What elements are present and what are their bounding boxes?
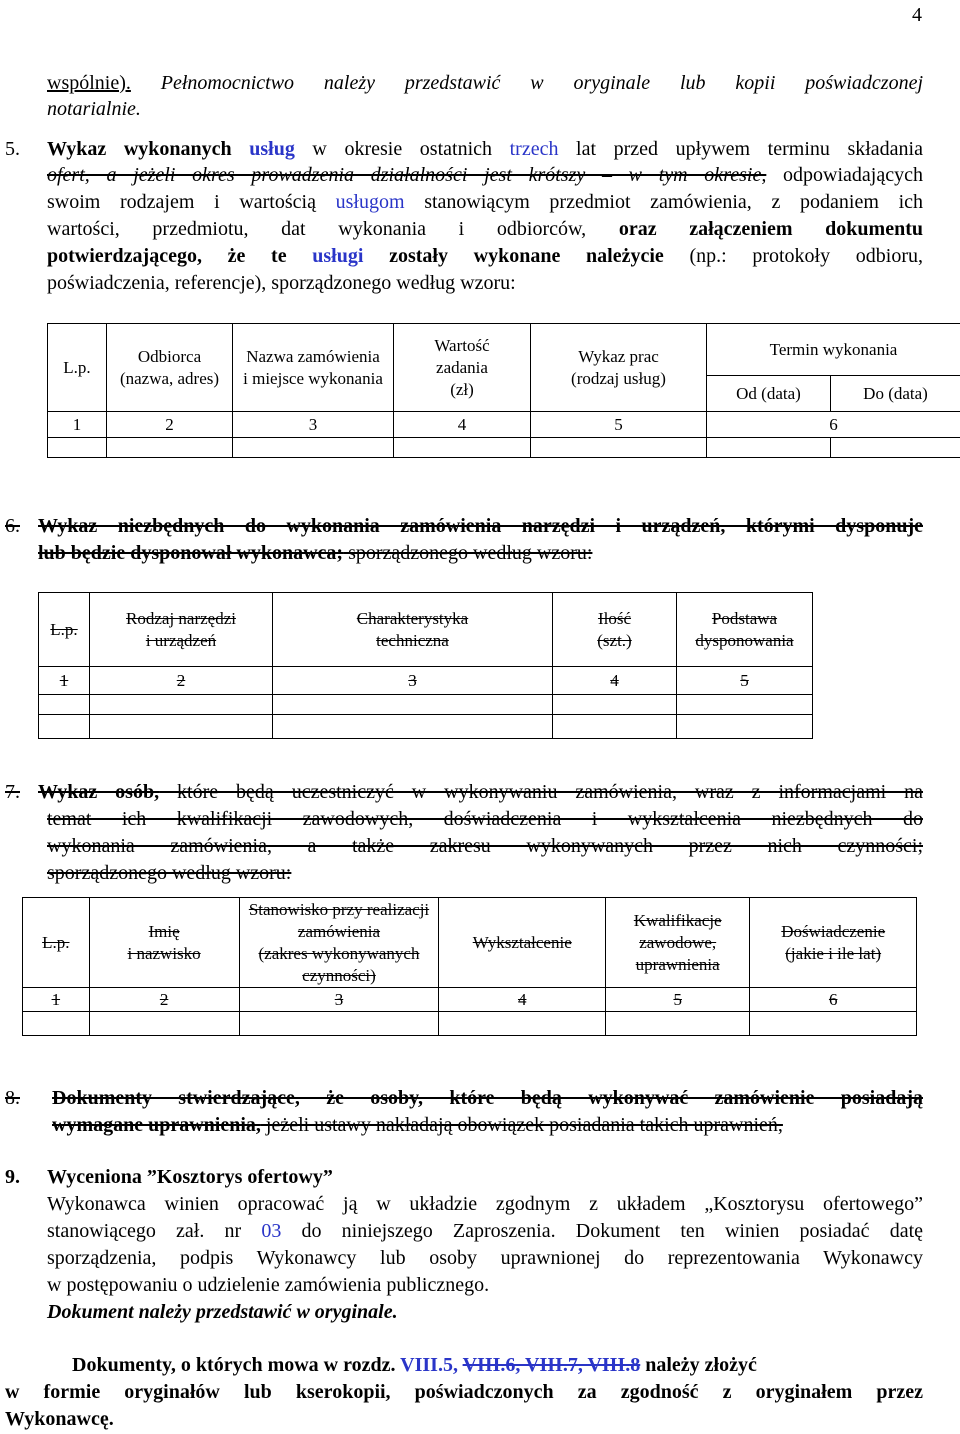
t6-num-2: 2 (90, 667, 273, 695)
t6-empty-cell (677, 695, 813, 715)
t7-empty-cell (606, 1012, 750, 1036)
section-6-line-2 (38, 540, 592, 567)
section-9-line-3: sporządzenia, podpis Wykonawcy lub osoby uprawnionej do reprezentowania Wykonawcy (47, 1247, 923, 1269)
t6-num-4: 4 (553, 667, 677, 695)
t6-empty-cell (39, 715, 90, 739)
t6-empty-cell (273, 695, 553, 715)
section-5-line-5 (47, 243, 923, 270)
section-5-line-4 (47, 216, 923, 243)
section-5-line-6: poświadczenia, referencje), sporządzonego według wzoru: (47, 272, 516, 294)
t7-num-4: 4 (439, 988, 606, 1012)
section-7-number: 7. (5, 781, 20, 803)
final-line-1 (72, 1352, 757, 1379)
t5-empty-cell (48, 438, 107, 458)
t5-empty-cell (831, 438, 960, 458)
final-l1a: Dokumenty, o których mowa w rozdz. (72, 1354, 401, 1376)
s9-l2-blue: 03 (261, 1220, 282, 1242)
s5-rest: odpowiadających (766, 164, 923, 186)
t6-header-ilosc: Ilość (szt.) (553, 593, 677, 667)
s5-bold-a: Wykaz wykonanych (47, 138, 250, 160)
t7-header-stanowisko: Stanowisko przy realizacji zamówienia (zakres wykonywanych czynności) (239, 898, 439, 988)
section-9-title: Wyceniona ”Kosztorys ofertowy” (47, 1166, 333, 1188)
section-7-line-2: temat ich kwalifikacji zawodowych, doświadczenia i wykształcenia niezbędnych do (47, 808, 923, 830)
s9-l2b: do niniejszego Zaproszenia. Dokument ten winien posiadać datę (281, 1220, 923, 1242)
t7-empty-cell (750, 1012, 917, 1036)
t7-empty-cell (239, 1012, 439, 1036)
s6-rest: sporządzonego według wzoru: (343, 542, 593, 564)
final-line-2: w formie oryginałów lub kserokopii, poświadczonych za zgodność z oryginałem przez (5, 1381, 923, 1403)
t5-header-do: Do (data) (831, 376, 960, 412)
t5-empty-cell (707, 438, 831, 458)
section-9-line-2 (47, 1218, 923, 1245)
t5-empty-cell (394, 438, 531, 458)
s5-struck-text: ofert, a jeżeli okres prowadzenia działalności jest krótszy – w tym okresie, (47, 164, 767, 186)
s7-rest: które będą uczestniczyć w wykonywaniu zamówienia, wraz z informacjami na (159, 781, 923, 803)
table-7 (22, 897, 917, 1036)
section-7-line-3: wykonania zamówienia, a także zakresu wykonywanych przez nich czynności; (47, 835, 923, 857)
section-5-line-3 (47, 189, 923, 216)
section-9-line-4: w postępowaniu o udzielenie zamówienia publicznego. (47, 1274, 490, 1296)
t5-num-4: 4 (394, 412, 531, 438)
s5-l5b: zostały wykonane należycie (363, 245, 664, 267)
t5-header-nazwa: Nazwa zamówienia i miejsce wykonania (233, 324, 394, 412)
t7-num-3: 3 (239, 988, 439, 1012)
section-8-number: 8. (5, 1087, 20, 1109)
t6-header-podstawa: Podstawa dysponowania (677, 593, 813, 667)
section-5-line-1 (47, 136, 923, 163)
t5-empty-cell (233, 438, 394, 458)
s5-l3b: stanowiącym przedmiot zamówienia, z podaniem ich (404, 191, 923, 213)
t5-num-5: 5 (531, 412, 707, 438)
intro-line-2: notarialnie. (47, 98, 141, 120)
t7-header-lp: L.p. (23, 898, 90, 988)
s6-bold: lub będzie dysponował wykonawca; (38, 542, 344, 564)
t7-empty-cell (439, 1012, 606, 1036)
section-6-line-1: Wykaz niezbędnych do wykonania zamówienia narzędzi i urządzeń, którymi dysponuje (38, 515, 923, 537)
final-l1b: należy złożyć (640, 1354, 757, 1376)
t7-num-5: 5 (606, 988, 750, 1012)
s5-blue-years: trzech (509, 138, 559, 160)
t5-header-lp: L.p. (48, 324, 107, 412)
table-6 (38, 592, 813, 739)
section-9-line-1: Wykonawca winien opracować ją w układzie zgodnym z układem „Kosztorysu ofertowego” (47, 1193, 923, 1215)
s5-l4b: oraz załączeniem dokumentu (618, 218, 923, 240)
section-7-line-1 (38, 779, 923, 806)
t7-header-kwalifikacje: Kwalifikacje zawodowe, uprawnienia (606, 898, 750, 988)
s5-l4a: wartości, przedmiotu, dat wykonania i odbiorców, (47, 218, 619, 240)
t6-header-rodzaj: Rodzaj narzędzi i urządzeń (90, 593, 273, 667)
t6-num-5: 5 (677, 667, 813, 695)
t6-empty-cell (677, 715, 813, 739)
s5-l5a: potwierdzającego, że te (47, 245, 313, 267)
s5-l3-blue: usługom (335, 191, 405, 213)
t7-header-wyksztalcenie: Wykształcenie (439, 898, 606, 988)
intro-line-1 (47, 70, 923, 97)
section-5-line-2 (47, 162, 923, 189)
t5-header-od: Od (data) (707, 376, 831, 412)
s5-l5c: (np.: protokoły odbioru, (663, 245, 923, 267)
t6-header-lp: L.p. (39, 593, 90, 667)
final-line-3: Wykonawcę. (5, 1408, 114, 1430)
s5-l3a: swoim rodzajem i wartością (47, 191, 336, 213)
t5-header-wartosc: Wartość zadania (zł) (394, 324, 531, 412)
section-6-number: 6. (5, 515, 20, 537)
t5-num-6: 6 (707, 412, 960, 438)
section-9-number: 9. (5, 1166, 20, 1188)
section-8-line-2 (52, 1112, 783, 1139)
s7-bold: Wykaz osób, (38, 781, 160, 803)
final-ref-struck: VIII.6, VIII.7, VIII.8 (462, 1354, 641, 1376)
section-8-line-1: Dokumenty stwierdzające, że osoby, które będą wykonywać zamówienie posiadają (52, 1087, 923, 1109)
t5-header-termin: Termin wykonania (707, 324, 960, 376)
t5-header-odbiorca: Odbiorca (nazwa, adres) (107, 324, 233, 412)
section-5-number: 5. (5, 138, 20, 160)
intro-text-a: wspólnie). (47, 72, 131, 94)
page-number: 4 (912, 4, 922, 26)
t6-empty-cell (553, 715, 677, 739)
t7-num-1: 1 (23, 988, 90, 1012)
t6-empty-cell (90, 695, 273, 715)
t6-empty-cell (553, 695, 677, 715)
t5-num-2: 2 (107, 412, 233, 438)
t5-empty-cell (107, 438, 233, 458)
s8-rest: jeżeli ustawy nakładają obowiązek posiadania takich uprawnień, (260, 1114, 783, 1136)
t7-header-imie: Imię i nazwisko (89, 898, 239, 988)
table-5 (47, 323, 960, 458)
t5-header-wykaz: Wykaz prac (rodzaj usług) (531, 324, 707, 412)
t7-header-doswiadczenie: Doświadczenie (jakie i ile lat) (750, 898, 917, 988)
t7-num-6: 6 (750, 988, 917, 1012)
s9-l2a: stanowiącego zał. nr (47, 1220, 262, 1242)
t7-empty-cell (23, 1012, 90, 1036)
t7-empty-cell (89, 1012, 239, 1036)
t5-num-3: 3 (233, 412, 394, 438)
s5-l5-blue: usługi (312, 245, 364, 267)
t7-num-2: 2 (89, 988, 239, 1012)
section-9-line-5: Dokument należy przedstawić w oryginale. (47, 1301, 398, 1323)
s8-bold: wymagane uprawnienia, (52, 1114, 261, 1136)
t6-num-1: 1 (39, 667, 90, 695)
intro-text-b: Pełnomocnictwo należy przedstawić w oryginale lub kopii poświadczonej (160, 72, 923, 94)
final-ref-1: VIII.5, (400, 1354, 458, 1376)
section-7-line-4: sporządzonego według wzoru: (47, 862, 292, 884)
t6-empty-cell (90, 715, 273, 739)
t6-empty-cell (39, 695, 90, 715)
t6-header-charakterystyka: Charakterystyka techniczna (273, 593, 553, 667)
s5-text: w okresie ostatnich (294, 138, 510, 160)
t5-num-1: 1 (48, 412, 107, 438)
t6-empty-cell (273, 715, 553, 739)
s5-text-end: lat przed upływem terminu składania (558, 138, 923, 160)
t6-num-3: 3 (273, 667, 553, 695)
s5-bold-blue: usług (249, 138, 295, 160)
t5-empty-cell (531, 438, 707, 458)
